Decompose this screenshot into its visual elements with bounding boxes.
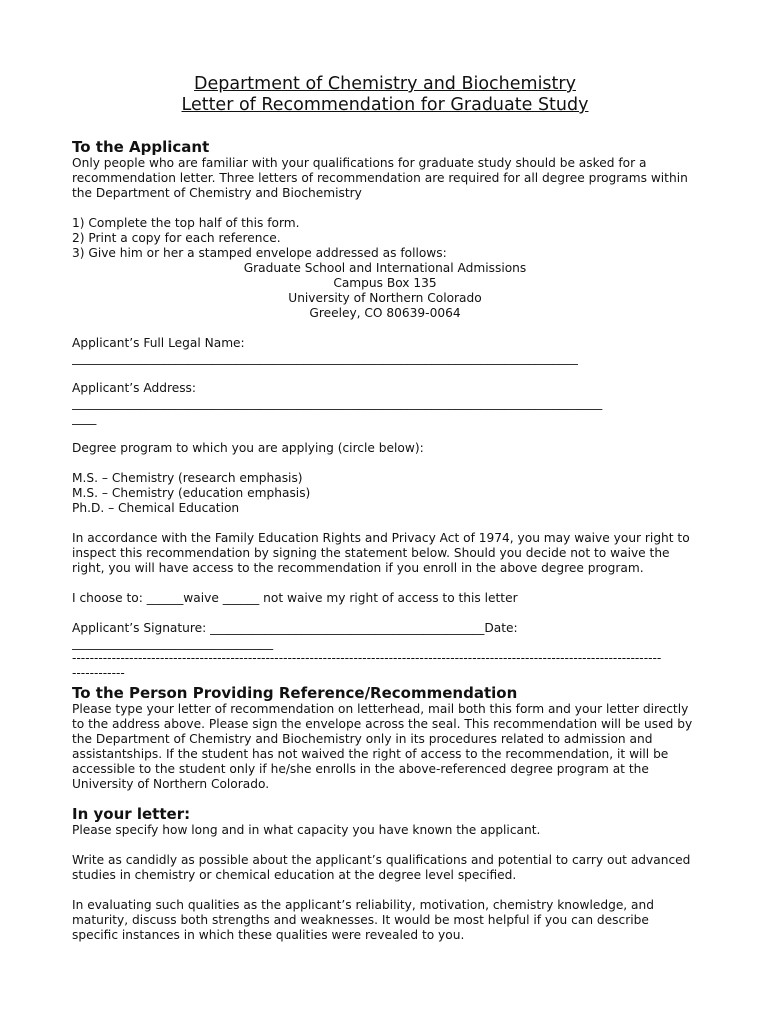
- section-divider-continued: ------------: [72, 666, 125, 680]
- reference-heading: To the Person Providing Reference/Recommendation: [72, 684, 518, 702]
- step-3: 3) Give him or her a stamped envelope addressed as follows:: [72, 246, 447, 260]
- applicant-heading: To the Applicant: [72, 138, 210, 156]
- address-line-2: Campus Box 135: [333, 276, 437, 290]
- waiver-choice-line[interactable]: I choose to: ______waive ______ not waive my right of access to this letter: [72, 591, 518, 605]
- step-1: 1) Complete the top half of this form.: [72, 216, 300, 230]
- date-field[interactable]: _________________________________: [72, 636, 274, 650]
- ferpa-waiver-text: In accordance with the Family Education Rights and Privacy Act of 1974, you may waive your right to inspect this recommendation by signing the statement below. Should you decide not to waive the right, you will have access to the recommendation if you enroll in the above degree program.: [72, 531, 690, 575]
- degree-option-phd[interactable]: Ph.D. – Chemical Education: [72, 501, 240, 515]
- address-field[interactable]: _______________________________________________________________________________________: [72, 396, 603, 410]
- address-label: Applicant’s Address:: [72, 381, 196, 395]
- address-line-1: Graduate School and International Admissions: [243, 261, 527, 275]
- letter-paragraph-3: In evaluating such qualities as the applicant’s reliability, motivation, chemistry knowledge, and maturity, discuss both strengths and weaknesses. It would be most helpful if you can describe specific instances in which these qualities were revealed to you.: [72, 898, 654, 942]
- applicant-intro: Only people who are familiar with your qualifications for graduate study should be asked for a recommendation letter. Three letters of recommendation are required for all degree programs within the Department of Chemistry and Biochemistry: [72, 156, 688, 200]
- letter-paragraph-2: Write as candidly as possible about the applicant’s qualifications and potential to carry out advanced studies in chemistry or chemical education at the degree level specified.: [72, 853, 691, 882]
- full-name-label: Applicant’s Full Legal Name:: [72, 336, 245, 350]
- address-field-continued[interactable]: ____: [72, 411, 97, 425]
- section-divider: --------------------------------------------------------------------------------------------------------------------------------------: [72, 651, 662, 665]
- steps-list: [72, 216, 698, 261]
- mailing-address: [72, 261, 698, 321]
- signature-date-line[interactable]: Applicant’s Signature: _____________________________________________Date:: [72, 621, 518, 635]
- letter-heading: In your letter:: [72, 805, 191, 823]
- letter-paragraph-1: Please specify how long and in what capacity you have known the applicant.: [72, 823, 541, 837]
- degree-program-label: Degree program to which you are applying (circle below):: [72, 441, 424, 455]
- degree-option-ms-research[interactable]: M.S. – Chemistry (research emphasis): [72, 471, 303, 485]
- reference-instructions: Please type your letter of recommendation on letterhead, mail both this form and your letter directly to the address above. Please sign the envelope across the seal. This recommendation will be used by the Department of Chemistry and Biochemistry only in its procedures related to admission and assistantships. If the student has not waived the right of access to the recommendation, it will be accessible to the student only if he/she enrolls in the above-referenced degree program at the University of Northern Colorado.: [72, 702, 693, 791]
- address-line-3: University of Northern Colorado: [288, 291, 482, 305]
- degree-option-ms-education[interactable]: M.S. – Chemistry (education emphasis): [72, 486, 311, 500]
- recommendation-form: [72, 74, 698, 943]
- full-name-field[interactable]: ___________________________________________________________________________________: [72, 351, 578, 365]
- step-2: 2) Print a copy for each reference.: [72, 231, 281, 245]
- document-title-line1: Department of Chemistry and Biochemistry: [194, 74, 576, 94]
- address-line-4: Greeley, CO 80639-0064: [309, 306, 461, 320]
- document-title-line2: Letter of Recommendation for Graduate Study: [181, 95, 589, 115]
- degree-options: [72, 471, 698, 516]
